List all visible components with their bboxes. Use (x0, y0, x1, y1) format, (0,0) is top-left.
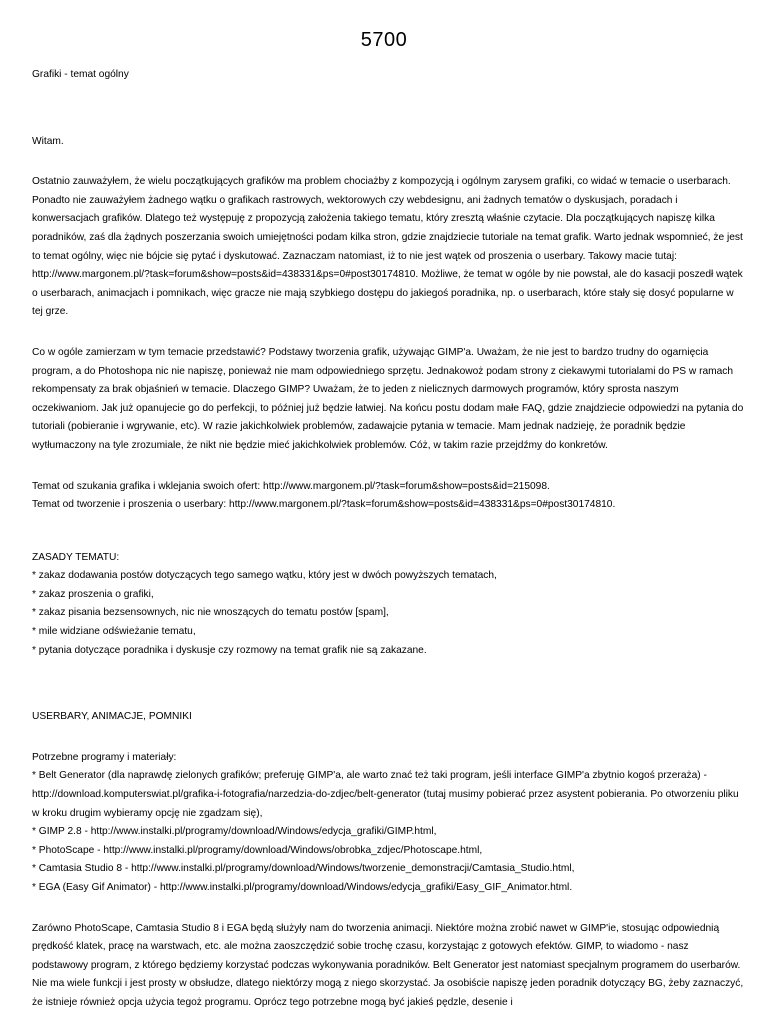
document-title: 5700 (360, 29, 408, 51)
intro-paragraph: Ostatnio zauważyłem, że wielu początkujących grafików ma problem chociażby z kompozycją i ogólnym zarysem grafiki, co widać w temacie o userbarach. Ponadto nie zauważyłem żadnego wątku o grafikach rastrowych, wektorowych czy webdesignu, ani żadnych tematów o dyskusjach, poradach i konwersacjach grafików. Dlatego też występuję z propozycją założenia takiego tematu, który zresztą właśnie czytacie. Dla początkujących napiszę kilka poradników, zaś dla żądnych poszerzania swoich umiejętności podam kilka stron, gdzie znajdziecie tutoriale na temat grafik. Warto jednak wspomnieć, że jest to temat ogólny, więc nie bójcie się pytać i dyskutować. Zaznaczam natomiast, iż to nie jest wątek od proszenia o userbary. Takowy macie tutaj: http://www.margonem.pl/?task=forum&show=posts&id=438331&ps=0#post30174810. Możliwe, że temat w ogóle by nie powstał, ale do kasacji poszedł wątek o userbarach, animacjach i pomnikach, więc gracze nie mają szybkiego dostępu do jakiegoś poradnika, np. o userbarach, które stały się dosyć popularne w tej grze. (32, 176, 743, 318)
document-body (32, 66, 744, 1013)
program-item: * Belt Generator (dla naprawdę zielonych grafików; preferuję GIMP'a, ale warto znać też taki program, jeśli interface GIMP'a zbytnio kogoś przeraża) - http://download.komputerswiat.pl/grafika-i-fotografia/narzedzia-do-zdjec/belt-generator (tutaj musimy pobierać przez asystent pobierania. Po otworzeniu pliku w kroku drugim wybieramy opcję nie zgadzam się), (32, 770, 739, 819)
programs-heading: Potrzebne programy i materiały: (32, 751, 177, 763)
rule-item: * zakaz dodawania postów dotyczących tego samego wątku, który jest w dwóch powyższych tematach, (32, 570, 497, 582)
program-item: * PhotoScape - http://www.instalki.pl/programy/download/Windows/obrobka_zdjec/Photoscape.html, (32, 844, 483, 856)
rule-item: * pytania dotyczące poradnika i dyskusje czy rozmowy na temat grafik nie są zakazane. (32, 644, 427, 656)
plan-paragraph: Co w ogóle zamierzam w tym temacie przedstawić? Podstawy tworzenia grafik, używając GIMP'a. Uważam, że nie jest to bardzo trudny do ogarnięcia program, a do Photoshopa nic nie napiszę, ponieważ nie mam odpowiedniego sprzętu. Jednakowoż podam strony z ciekawymi tutorialami do PS w ramach rekompensaty za brak objaśnień w temacie. Dlaczego GIMP? Uważam, że to jeden z nielicznych darmowych programów, który sprosta naszym oczekiwaniom. Jak już opanujecie go do perfekcji, to później już będzie łatwiej. Na końcu postu dodam małe FAQ, gdzie znajdziecie odpowiedzi na pytania do tutoriali (pobieranie i wgrywanie, etc). W razie jakichkolwiek problemów, zadawajcie pytania w temacie. Mam jednak nadzieję, że poradnik będzie wytłumaczony na tyle zrozumiale, że nikt nie będzie mieć jakichkolwiek problemów. Cóż, w takim razie przejdźmy do konkretów. (32, 346, 744, 451)
program-item: * GIMP 2.8 - http://www.instalki.pl/programy/download/Windows/edycja_grafiki/GIMP.html, (32, 826, 437, 838)
topic-subtitle: Grafiki - temat ogólny (32, 69, 129, 80)
rule-item: * zakaz pisania bezsensownych, nic nie wnoszących do tematu postów [spam], (32, 607, 389, 619)
program-item: * Camtasia Studio 8 - http://www.instalki.pl/programy/download/Windows/tworzenie_demonstracji/Camtasia_Studio.html, (32, 863, 575, 875)
link-line: Temat od szukania grafika i wklejania swoich ofert: http://www.margonem.pl/?task=forum&show=posts&id=215098. (32, 480, 550, 492)
link-line: Temat od tworzenie i proszenia o userbary: http://www.margonem.pl/?task=forum&show=posts&id=438331&ps=0#post30174810. (32, 499, 616, 511)
closing-paragraph: Zarówno PhotoScape, Camtasia Studio 8 i EGA będą służyły nam do tworzenia animacji. Niektóre można zrobić nawet w GIMP'ie, stosując odpowiednią prędkość klatek, pracę na warstwach, etc. ale można zaoszczędzić sobie trochę czasu, korzystając z gotowych efektów. GIMP, to wiadomo - nasz podstawowy program, z którego będziemy korzystać podczas wykonywania poradników. Belt Generator jest natomiast specjalnym programem do userbarów. Nie ma wiele funkcji i jest prosty w obsłudze, dlatego niektórzy mogą z niego skorzystać. Ja osobiście napiszę jeden poradnik dotyczący BG, żeby zaznaczyć, że istnieje również opcja użycia tegoż programu. Oprócz tego potrzebne mogą być jakieś pędzle, desenie i (32, 922, 744, 1008)
greeting: Witam. (32, 135, 64, 147)
section-heading: USERBARY, ANIMACJE, POMNIKI (32, 711, 192, 723)
rule-item: * zakaz proszenia o grafiki, (32, 588, 154, 600)
rule-item: * mile widziane odświeżanie tematu, (32, 626, 196, 638)
program-item: * EGA (Easy Gif Animator) - http://www.instalki.pl/programy/download/Windows/edycja_grafiki/Easy_GIF_Animator.html. (32, 882, 573, 893)
rules-heading: ZASADY TEMATU: (32, 551, 120, 563)
